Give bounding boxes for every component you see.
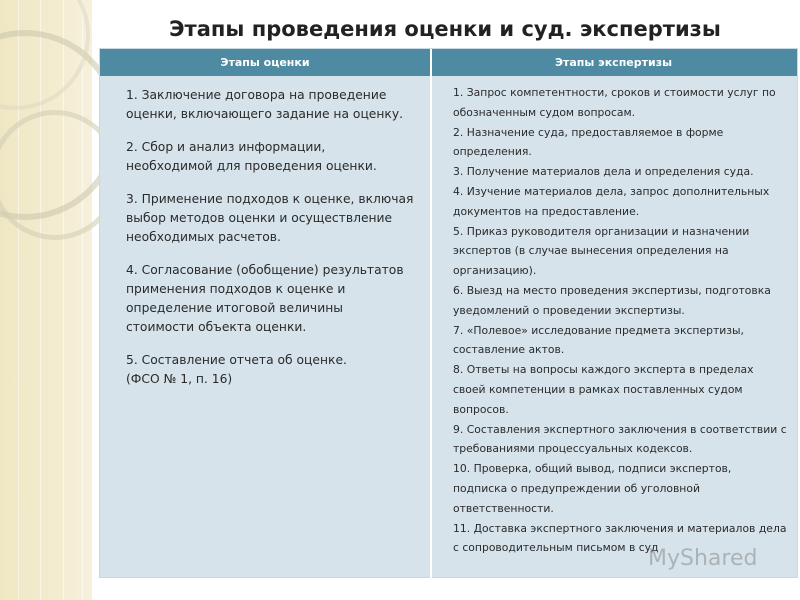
list-item: 5. Составление отчета об оценке. (ФСО № 1, п. 16) xyxy=(126,353,347,386)
list-item: 4. Изучение материалов дела, запрос дополнительных документов на предоставление. xyxy=(453,184,770,218)
list-item: 9. Составления экспертного заключения в соответствии с требованиями процессуальных кодексов. xyxy=(453,422,787,456)
header-expertise-stages: Этапы экспертизы xyxy=(554,56,673,69)
appraisal-stages-column xyxy=(126,86,426,403)
list-item: 2. Назначение суда, предоставляемое в форме определения. xyxy=(453,125,724,159)
list-item: 1. Запрос компетентности, сроков и стоимости услуг по обозначенным судом вопросам. xyxy=(453,86,776,119)
header-appraisal-stages: Этапы оценки xyxy=(220,56,310,69)
list-item: 6. Выезд на место проведения экспертизы, подготовка уведомлений о проведении экспертизы. xyxy=(453,283,771,317)
list-item: 3. Применение подходов к оценке, включая выбор методов оценки и осуществление необходимых расчетов. xyxy=(126,192,414,244)
list-item: 7. «Полевое» исследование предмета экспертизы, составление актов. xyxy=(453,323,744,357)
expertise-stages-column xyxy=(453,83,789,558)
table-header xyxy=(100,49,797,76)
slide-title: Этапы проведения оценки и суд. экспертизы xyxy=(169,17,721,41)
watermark-logo: MyShared xyxy=(648,546,758,571)
list-item: 4. Согласование (обобщение) результатов применения подходов к оценке и определение итоговой величины стоимости объекта оценки. xyxy=(126,263,404,334)
list-item: 3. Получение материалов дела и определения суда. xyxy=(453,165,754,179)
list-item: 11. Доставка экспертного заключения и материалов дела с сопроводительным письмом в суд xyxy=(453,521,787,555)
list-item: 8. Ответы на вопросы каждого эксперта в пределах своей компетенции в рамках поставленных судом вопросов. xyxy=(453,363,754,416)
stages-table xyxy=(99,48,798,578)
list-item: 10. Проверка, общий вывод, подписи экспертов, подписка о предупреждении об уголовной ответственности. xyxy=(453,462,732,515)
list-item: 1. Заключение договора на проведение оценки, включающего задание на оценку. xyxy=(126,88,404,121)
list-item: 5. Приказ руководителя организации и назначении экспертов (в случае вынесения определения на организацию). xyxy=(453,224,750,278)
list-item: 2. Сбор и анализ информации, необходимой для проведения оценки. xyxy=(126,140,377,173)
column-divider xyxy=(430,49,432,579)
